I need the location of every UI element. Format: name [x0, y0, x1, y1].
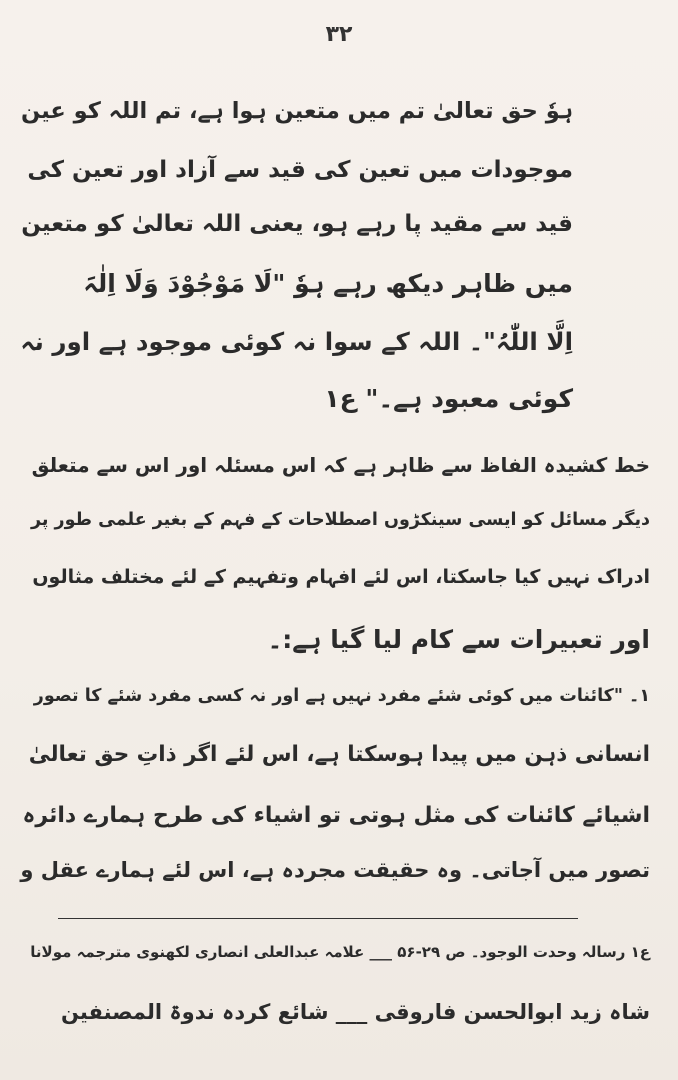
list-item-line: ۱۔ "کائنات میں کوئی شئے مفرد نہیں ہے اور نہ کسی مفرد شئے کا تصور	[33, 686, 650, 706]
quote-line: میں ظاہر دیکھ رہے ہوٗ "لَا مَوْجُوْدَ وَلَا اِلٰہَ	[83, 269, 573, 298]
footnote-divider	[58, 918, 578, 919]
quote-line: قید سے مقید پا رہے ہو، یعنی اللہ تعالیٰ کو متعین	[21, 211, 573, 237]
body-line: خط کشیدہ الفاظ سے ظاہر ہے کہ اس مسئلہ اور اس سے متعلق	[31, 453, 650, 477]
quote-line: ہوٗ حق تعالیٰ تم میں متعین ہوا ہے، تم اللہ کو عین	[21, 98, 573, 124]
list-item-line: اشیائے کائنات کی مثل ہوتی تو اشیاء کی طرح ہمارے دائرہ	[22, 803, 650, 828]
quote-line: اِلَّا اللّٰہُ"۔ اللہ کے سوا نہ کوئی موجود ہے اور نہ	[20, 327, 573, 356]
page-number: ۳۲	[325, 22, 353, 47]
body-line: اور تعبیرات سے کام لیا گیا ہے:۔	[267, 625, 650, 654]
body-line: ادراک نہیں کیا جاسکتا، اس لئے افہام وتفہیم کے لئے مختلف مثالوں	[32, 566, 650, 588]
quote-line: کوئی معبود ہے۔" ع۱	[324, 384, 573, 413]
quote-line: موجودات میں تعین کی قید سے آزاد اور تعین کی	[27, 157, 573, 183]
body-line: دیگر مسائل کو ایسی سینکڑوں اصطلاحات کے فہم کے بغیر علمی طور پر	[30, 510, 650, 530]
footnote-line: ع۱ رسالہ وحدت الوجود۔ ص ۲۹-۵۶ ___ علامہ عبدالعلی انصاری لکھنوی مترجمہ مولانا	[30, 943, 650, 961]
list-item-line: تصور میں آجاتی۔ وہ حقیقت مجردہ ہے، اس لئے ہمارے عقل و	[20, 858, 650, 882]
footnote-line: شاہ زید ابوالحسن فاروقی ___ شائع کردہ ندوۃ المصنفین	[61, 1000, 650, 1024]
list-item-line: انسانی ذہن میں پیدا ہوسکتا ہے، اس لئے اگر ذاتِ حق تعالیٰ	[28, 742, 650, 767]
